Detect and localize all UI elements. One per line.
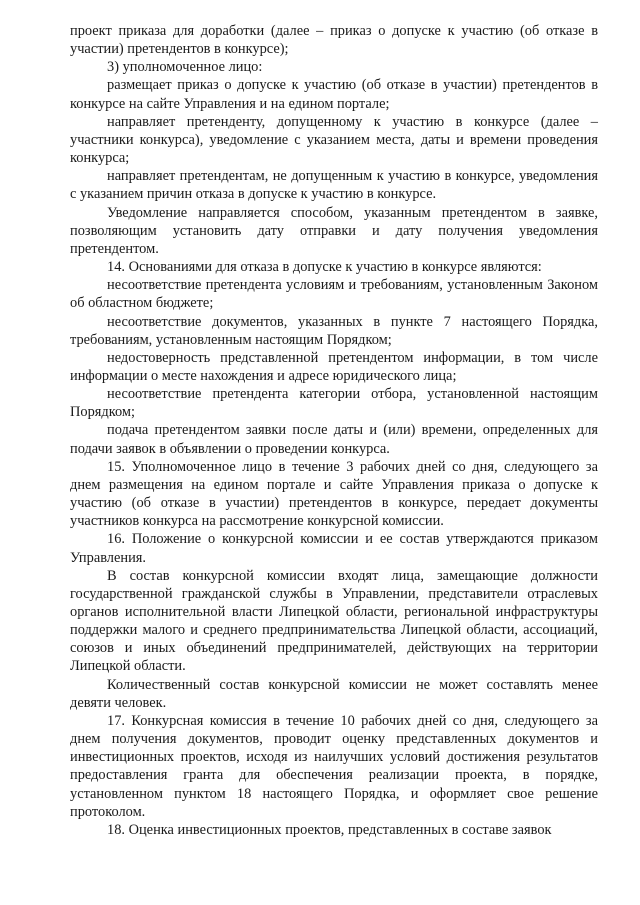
paragraph: несоответствие документов, указанных в пункте 7 настоящего Порядка, требованиям, установленным настоящим Порядком;: [70, 313, 598, 348]
paragraph: направляет претендентам, не допущенным к участию в конкурсе, уведомления с указанием причин отказа в допуске к участию в конкурсе.: [70, 168, 598, 203]
paragraph: 14. Основаниями для отказа в допуске к участию в конкурсе являются:: [107, 259, 542, 276]
paragraph: недостоверность представленной претендентом информации, в том числе информации о месте нахождения и адресе юридического лица;: [70, 349, 598, 384]
paragraph: размещает приказ о допуске к участию (об отказе в участии) претендентов в конкурсе на сайте Управления и на едином портале;: [70, 77, 598, 112]
paragraph: направляет претенденту, допущенному к участию в конкурсе (далее – участники конкурса), уведомление с указанием места, даты и времени проведения конкурса;: [70, 113, 598, 167]
paragraph: Количественный состав конкурсной комиссии не может составлять менее девяти человек.: [70, 676, 598, 711]
paragraph: 18. Оценка инвестиционных проектов, представленных в составе заявок: [107, 821, 552, 838]
paragraph: 17. Конкурсная комиссия в течение 10 рабочих дней со дня, следующего за днем получения документов, проводит оценку представленных документов и инвестиционных проектов, исходя из наилучших условий достижения результатов предоставления гранта для обеспечения реализации проекта, в порядке, установленном пунктом 18 настоящего Порядка, и оформляет свое решение протоколом.: [70, 712, 598, 820]
paragraph: проект приказа для доработки (далее – приказ о допуске к участию (об отказе в участии) претендентов в конкурсе);: [70, 23, 598, 58]
paragraph: 3) уполномоченное лицо:: [107, 59, 263, 76]
document-body: [70, 22, 598, 839]
paragraph: 16. Положение о конкурсной комиссии и ее состав утверждаются приказом Управления.: [70, 531, 598, 566]
paragraph: В состав конкурсной комиссии входят лица, замещающие должности государственной гражданской службы в Управлении, представители отраслевых органов исполнительной власти Липецкой области, региональной инфраструктуры поддержки малого и среднего предпринимательства Липецкой области, ассоциаций, союзов и иных объединений предпринимателей, действующих на территории Липецкой области.: [70, 567, 598, 675]
paragraph: несоответствие претендента категории отбора, установленной настоящим Порядком;: [70, 386, 598, 421]
paragraph: несоответствие претендента условиям и требованиям, установленным Законом об областном бюджете;: [70, 277, 598, 312]
paragraph: подача претендентом заявки после даты и (или) времени, определенных для подачи заявок в объявлении о проведении конкурса.: [70, 422, 598, 457]
paragraph: 15. Уполномоченное лицо в течение 3 рабочих дней со дня, следующего за днем размещения на едином портале и сайте Управления приказа о допуске к участию (об отказе в участии) претендентов в конкурсе, передает документы участников конкурса на рассмотрение конкурсной комиссии.: [70, 458, 598, 530]
paragraph: Уведомление направляется способом, указанным претендентом в заявке, позволяющим установить дату отправки и дату получения уведомления претендентом.: [70, 204, 598, 257]
